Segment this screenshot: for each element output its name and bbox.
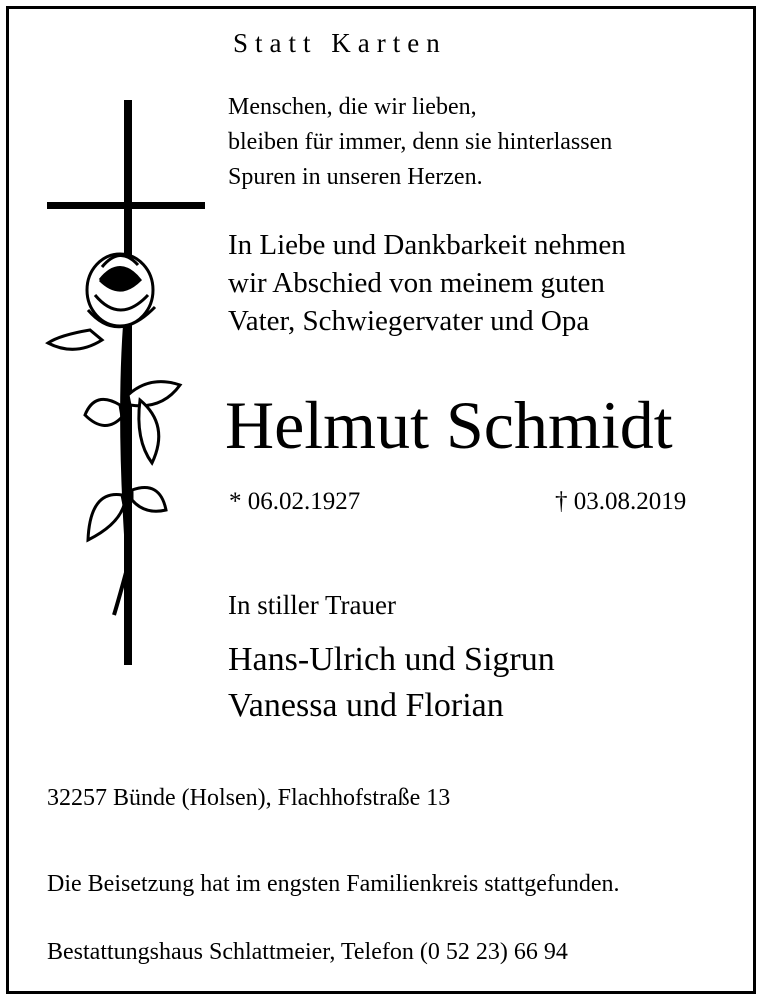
cross-with-rose-icon — [40, 95, 210, 675]
quote-line: Menschen, die wir lieben, — [228, 94, 477, 120]
undertaker-text: Bestattungshaus Schlattmeier, Telefon (0 52 23) 66 94 — [47, 939, 568, 965]
death-date: † 03.08.2019 — [555, 488, 687, 515]
quote-line: bleiben für immer, denn sie hinterlassen — [228, 129, 613, 155]
birth-date: * 06.02.1927 — [229, 488, 361, 515]
funeral-note: Die Beisetzung hat im engsten Familienkreis stattgefunden. — [47, 871, 620, 897]
farewell-line: Vater, Schwiegervater und Opa — [228, 305, 590, 337]
farewell-block — [228, 226, 728, 340]
farewell-line: wir Abschied von meinem guten — [228, 267, 605, 299]
deceased-name: Helmut Schmidt — [225, 387, 673, 463]
mourner-names-1: Hans-Ulrich und Sigrun — [228, 641, 555, 678]
header-text: Statt Karten — [233, 28, 447, 58]
mourning-intro: In stiller Trauer — [228, 590, 396, 620]
quote-line: Spuren in unseren Herzen. — [228, 164, 483, 190]
quote-block — [228, 90, 728, 195]
address-text: 32257 Bünde (Holsen), Flachhofstraße 13 — [47, 785, 451, 811]
farewell-line: In Liebe und Dankbarkeit nehmen — [228, 229, 626, 261]
mourner-names-2: Vanessa und Florian — [228, 687, 504, 724]
